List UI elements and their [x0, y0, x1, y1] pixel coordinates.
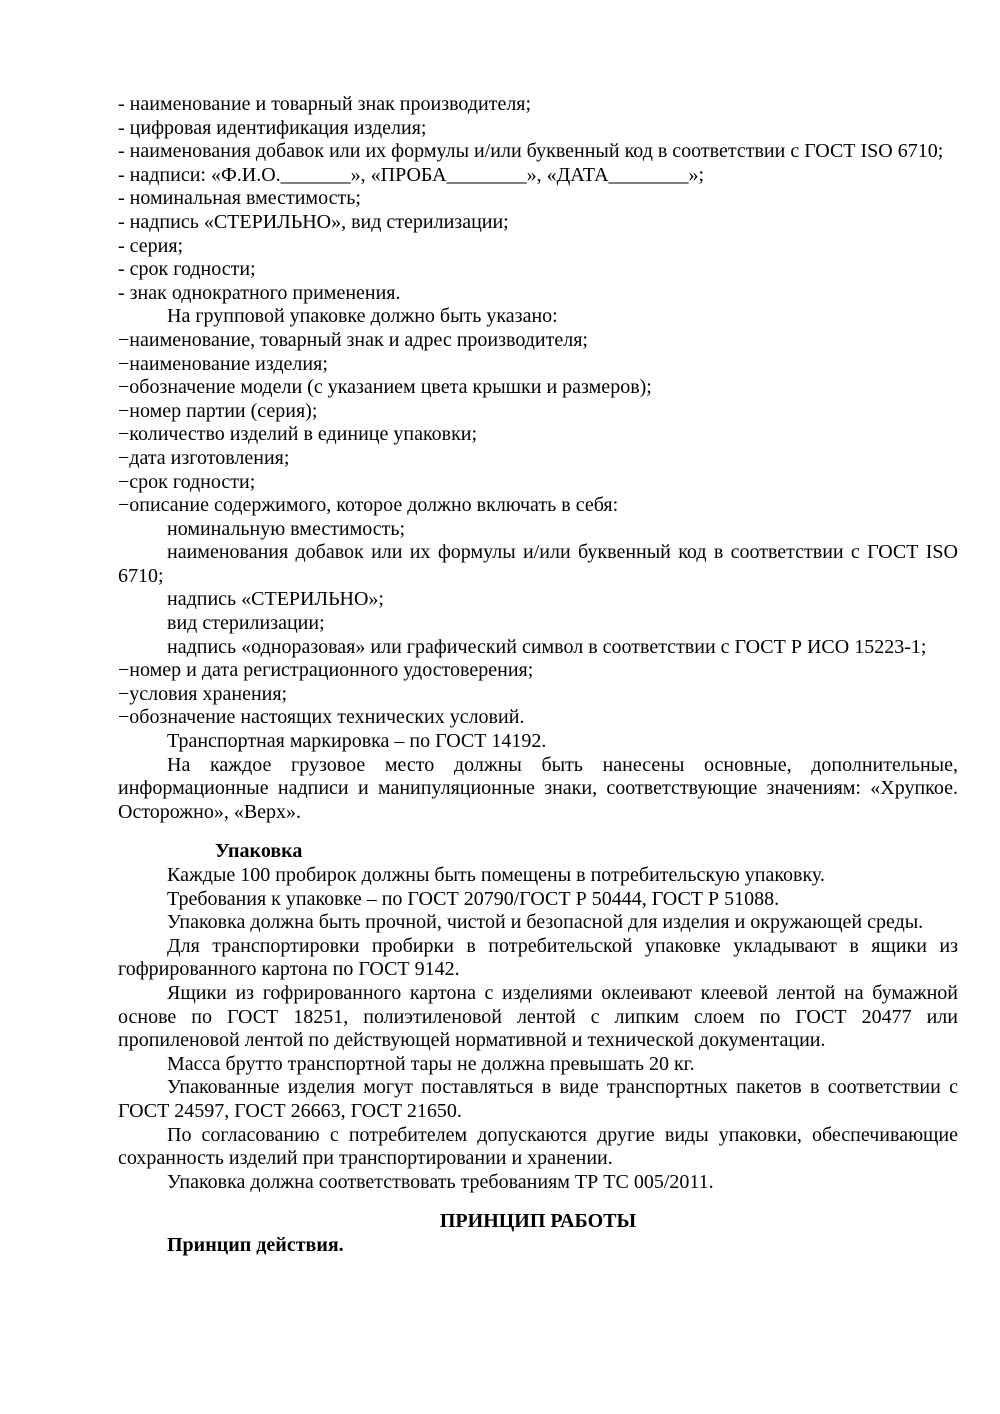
body-paragraph: наименования добавок или их формулы и/или буквенный код в соответствии с ГОСТ ISO 6710; — [118, 541, 958, 587]
group-marking-list-item: −дата изготовления; — [118, 446, 290, 469]
body-paragraph: Упаковка должна соответствовать требованиям ТР ТС 005/2011. — [167, 1170, 714, 1193]
body-paragraph: На групповой упаковке должно быть указано: — [167, 305, 558, 328]
body-paragraph: Транспортная маркировка – по ГОСТ 14192. — [167, 730, 547, 753]
group-marking-list-item: −обозначение модели (с указанием цвета крышки и размеров); — [118, 376, 652, 399]
body-paragraph: Для транспортировки пробирки в потребительской упаковке укладывают в ящики из гофрированного картона по ГОСТ 9142. — [118, 934, 958, 981]
body-paragraph: Упаковка должна быть прочной, чистой и безопасной для изделия и окружающей среды. — [167, 911, 924, 934]
marking-list-item: - номинальная вместимость; — [118, 187, 361, 210]
group-marking-list-item: −количество изделий в единице упаковки; — [118, 423, 478, 446]
principle-lead-paragraph: Принцип действия. — [167, 1233, 344, 1256]
group-marking-list-item: −срок годности; — [118, 470, 256, 493]
marking-list-item: - надпись «СТЕРИЛЬНО», вид стерилизации; — [118, 210, 509, 233]
principle-section-heading: ПРИНЦИП РАБОТЫ — [439, 1210, 637, 1233]
packaging-section-heading: Упаковка — [215, 840, 303, 863]
marking-list-item: - знак однократного применения. — [118, 281, 401, 304]
body-paragraph: Масса брутто транспортной тары не должна превышать 20 кг. — [167, 1052, 695, 1075]
marking-list-item: - наименование и товарный знак производителя; — [118, 93, 532, 115]
marking-list-item: - срок годности; — [118, 258, 256, 281]
body-paragraph: Упакованные изделия могут поставляться в виде транспортных пакетов в соответствии с ГОСТ 24597, ГОСТ 26663, ГОСТ 21650. — [118, 1076, 958, 1122]
group-marking-list-item: −обозначение настоящих технических условий. — [118, 706, 525, 729]
group-marking-list-item: −номер и дата регистрационного удостоверения; — [118, 659, 534, 682]
group-marking-list-item: −наименование изделия; — [118, 352, 328, 375]
marking-list-item: - серия; — [118, 234, 184, 257]
document-body — [118, 93, 958, 1258]
body-paragraph: номинальную вместимость; — [167, 517, 406, 540]
group-marking-list-item: −наименование, товарный знак и адрес производителя; — [118, 328, 588, 351]
body-paragraph: Ящики из гофрированного картона с изделиями оклеивают клеевой лентой на бумажной основе по ГОСТ 18251, полиэтиленовой лентой с липким слоем по ГОСТ 20477 или пропиленовой лентой по действующей нормативной и технической документации. — [118, 981, 958, 1052]
body-paragraph: Каждые 100 пробирок должны быть помещены в потребительскую упаковку. — [167, 864, 825, 886]
group-marking-list-item: −условия хранения; — [118, 682, 288, 705]
body-paragraph: На каждое грузовое место должны быть нанесены основные, дополнительные, информационные надписи и манипуляционные знаки, соответствующие значениям: «Хрупкое. Осторожно», «Верх». — [118, 753, 958, 823]
group-marking-list-item: −описание содержимого, которое должно включать в себя: — [118, 494, 619, 517]
body-paragraph: По согласованию с потребителем допускаются другие виды упаковки, обеспечивающие сохранность изделий при транспортировании и хранении. — [118, 1123, 958, 1170]
marking-list-item: - цифровая идентификация изделия; — [118, 116, 427, 139]
marking-list-item: - надписи: «Ф.И.О._______», «ПРОБА________», «ДАТА________»; — [118, 163, 705, 186]
marking-list-item: - наименования добавок или их формулы и/или буквенный код в соответствии с ГОСТ ISO 6710; — [118, 140, 944, 163]
body-paragraph: Требования к упаковке – по ГОСТ 20790/ГОСТ Р 50444, ГОСТ Р 51088. — [167, 887, 780, 910]
group-marking-list-item: −номер партии (серия); — [118, 399, 318, 422]
body-paragraph: надпись «СТЕРИЛЬНО»; — [167, 588, 384, 611]
body-paragraph: вид стерилизации; — [167, 612, 325, 635]
body-paragraph: надпись «одноразовая» или графический символ в соответствии с ГОСТ Р ИСО 15223-1; — [167, 635, 927, 658]
